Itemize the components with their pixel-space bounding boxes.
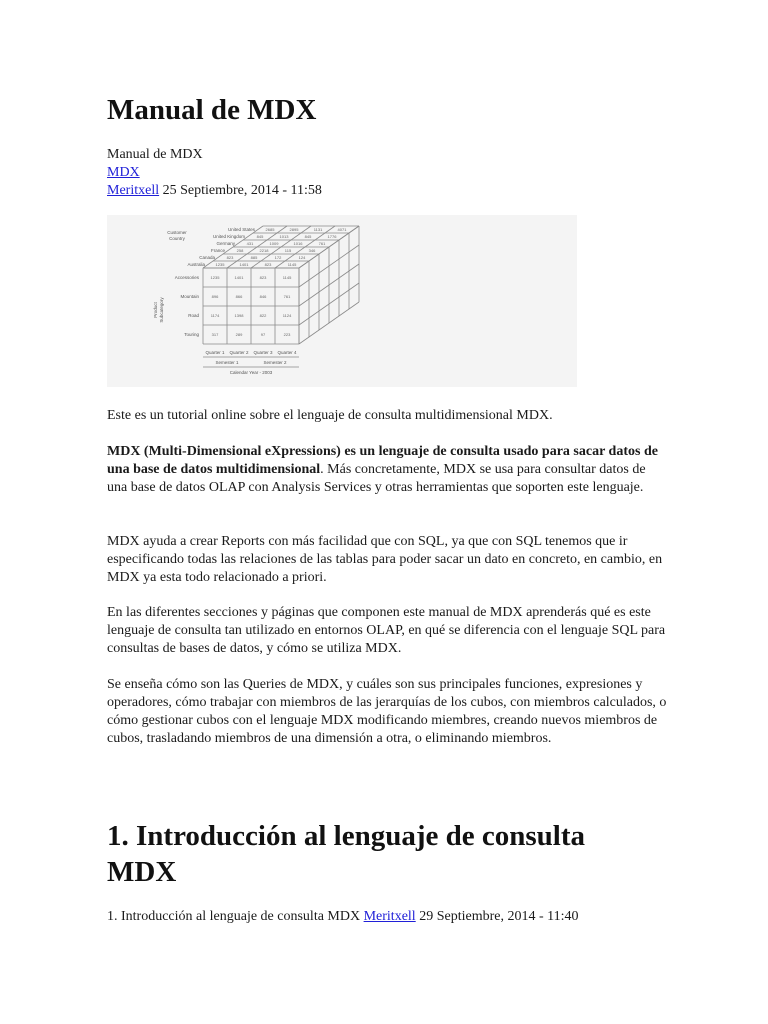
- reports-paragraph: MDX ayuda a crear Reports con más facilidad que con SQL, ya que con SQL tenemos que ir especificando todas las relaciones de las tablas para poder sacar un dato en concreto, en cambio, en MDX ya esta todo relacionado a priori.: [107, 534, 663, 585]
- cube-top-value: 115: [284, 248, 292, 253]
- cube-cell-value: 317: [211, 332, 219, 337]
- category-link[interactable]: MDX: [107, 165, 140, 180]
- country-axis-label: Country: [169, 236, 185, 241]
- cube-top-value: 1145: [287, 262, 297, 267]
- customer-axis-label: Customer: [167, 230, 187, 235]
- cube-top-value: 431: [246, 241, 254, 246]
- cube-top-value: 885: [250, 255, 258, 260]
- cube-top-value: 845: [256, 234, 264, 239]
- sections-paragraph: En las diferentes secciones y páginas que componen este manual de MDX aprenderás qué es este lenguaje de consulta tan utilizado en entornos OLAP, en qué se diferencia con el lenguaje SQL para consultas de bases de datos, y cómo se utiliza MDX.: [107, 605, 666, 656]
- section-meta-title: 1. Introducción al lenguaje de consulta MDX: [107, 909, 361, 924]
- product-axis-label: Product: [153, 302, 158, 318]
- definition-paragraph: [107, 443, 667, 497]
- cube-top-value: 1131: [313, 227, 323, 232]
- cube-cell-value: 1145: [282, 275, 292, 280]
- quarter-label: Quarter 1: [205, 350, 225, 355]
- country-label: Australia: [187, 262, 205, 267]
- cube-top-value: 346: [308, 248, 316, 253]
- section-title: 1. Introducción al lenguaje de consulta MDX: [107, 820, 586, 888]
- cube-top-value: 845: [304, 234, 312, 239]
- queries-paragraph: Se enseña cómo son las Queries de MDX, y cuáles son sus principales funciones, expresiones y operadores, cómo trabajar con miembros de las jerarquías de los cubos, con miembros calculados, o cómo gestionar cubos con el lenguaje MDX modificando miembres, creando nuevos miembros de cubos, trasladando miembros de una dimensión a otra, o eliminando miembros.: [107, 677, 667, 746]
- semester-label: Semester 1: [215, 360, 239, 365]
- cube-top-value: 172: [274, 255, 282, 260]
- meta-title: Manual de MDX: [107, 147, 203, 162]
- cube-top-value: 4071: [337, 227, 347, 232]
- cube-cell-value: 289: [235, 332, 243, 337]
- cube-cell-value: 823: [259, 275, 267, 280]
- cube-cell-value: 846: [259, 294, 267, 299]
- cube-top-value: 823: [264, 262, 272, 267]
- cube-top-value: 2218: [259, 248, 269, 253]
- cube-top-value: 1776: [327, 234, 337, 239]
- product-label: Road: [188, 313, 199, 318]
- product-label: Accessories: [174, 275, 199, 280]
- author-link[interactable]: Meritxell: [107, 183, 160, 198]
- olap-cube-diagram: [107, 215, 577, 387]
- page-title: Manual de MDX: [107, 94, 317, 126]
- calendar-year-label: Calendar Year - 2003: [229, 370, 273, 375]
- cube-top-value: 761: [318, 241, 326, 246]
- cube-cell-value: 97: [260, 332, 266, 337]
- author-date-line: [107, 182, 322, 200]
- cube-top-value: 1013: [279, 234, 289, 239]
- cube-cell-value: 822: [259, 313, 267, 318]
- cube-cell-value: 223: [283, 332, 291, 337]
- cube-cell-value: 1398: [234, 313, 244, 318]
- cube-cell-value: 1174: [210, 313, 220, 318]
- quarter-label: Quarter 4: [277, 350, 297, 355]
- cube-top-value: 1009: [269, 241, 279, 246]
- cube-top-value: 258: [236, 248, 244, 253]
- cube-top-value: 1016: [293, 241, 303, 246]
- quarter-label: Quarter 3: [253, 350, 273, 355]
- article-meta: [107, 146, 322, 200]
- article-date: 25 Septiembre, 2014 - 11:58: [162, 183, 322, 198]
- quarter-label: Quarter 2: [229, 350, 249, 355]
- semester-label: Semester 2: [263, 360, 287, 365]
- section-date: 29 Septiembre, 2014 - 11:40: [419, 909, 579, 924]
- cube-cell-value: 1235: [210, 275, 220, 280]
- subcategory-axis-label: Subcategory: [159, 297, 164, 323]
- product-label: Mountain: [180, 294, 199, 299]
- definition-bold: MDX (Multi-Dimensional eXpressions) es un lenguaje de consulta usado para sacar datos de una base de datos multidimensional: [107, 444, 658, 477]
- country-label: United States: [227, 227, 255, 232]
- country-label: United Kingdom: [212, 234, 245, 239]
- cube-cell-value: 866: [235, 294, 243, 299]
- cube-cell-value: 896: [211, 294, 219, 299]
- cube-cell-value: 1124: [282, 313, 292, 318]
- product-label: Touring: [184, 332, 199, 337]
- cube-top-value: 1401: [239, 262, 249, 267]
- section-author-link[interactable]: Meritxell: [363, 909, 416, 924]
- definition-rest: . Más concretamente, MDX se usa para consultar datos de una base de datos OLAP con Analysis Services y otras herramientas que soporten este lenguaje.: [107, 462, 646, 495]
- cube-top-value: 2685: [265, 227, 275, 232]
- cube-cell-value: 761: [283, 294, 291, 299]
- country-label: Germany: [216, 241, 235, 246]
- country-label: Canada: [199, 255, 215, 260]
- country-label: France: [210, 248, 225, 253]
- cube-top-value: 124: [298, 255, 306, 260]
- cube-top-value: 1235: [215, 262, 225, 267]
- olap-cube-figure: [107, 215, 577, 387]
- intro-paragraph: Este es un tutorial online sobre el lenguaje de consulta multidimensional MDX.: [107, 408, 553, 423]
- cube-top-value: 2895: [289, 227, 299, 232]
- section-meta: [107, 908, 579, 926]
- cube-top-value: 823: [226, 255, 234, 260]
- cube-cell-value: 1401: [234, 275, 244, 280]
